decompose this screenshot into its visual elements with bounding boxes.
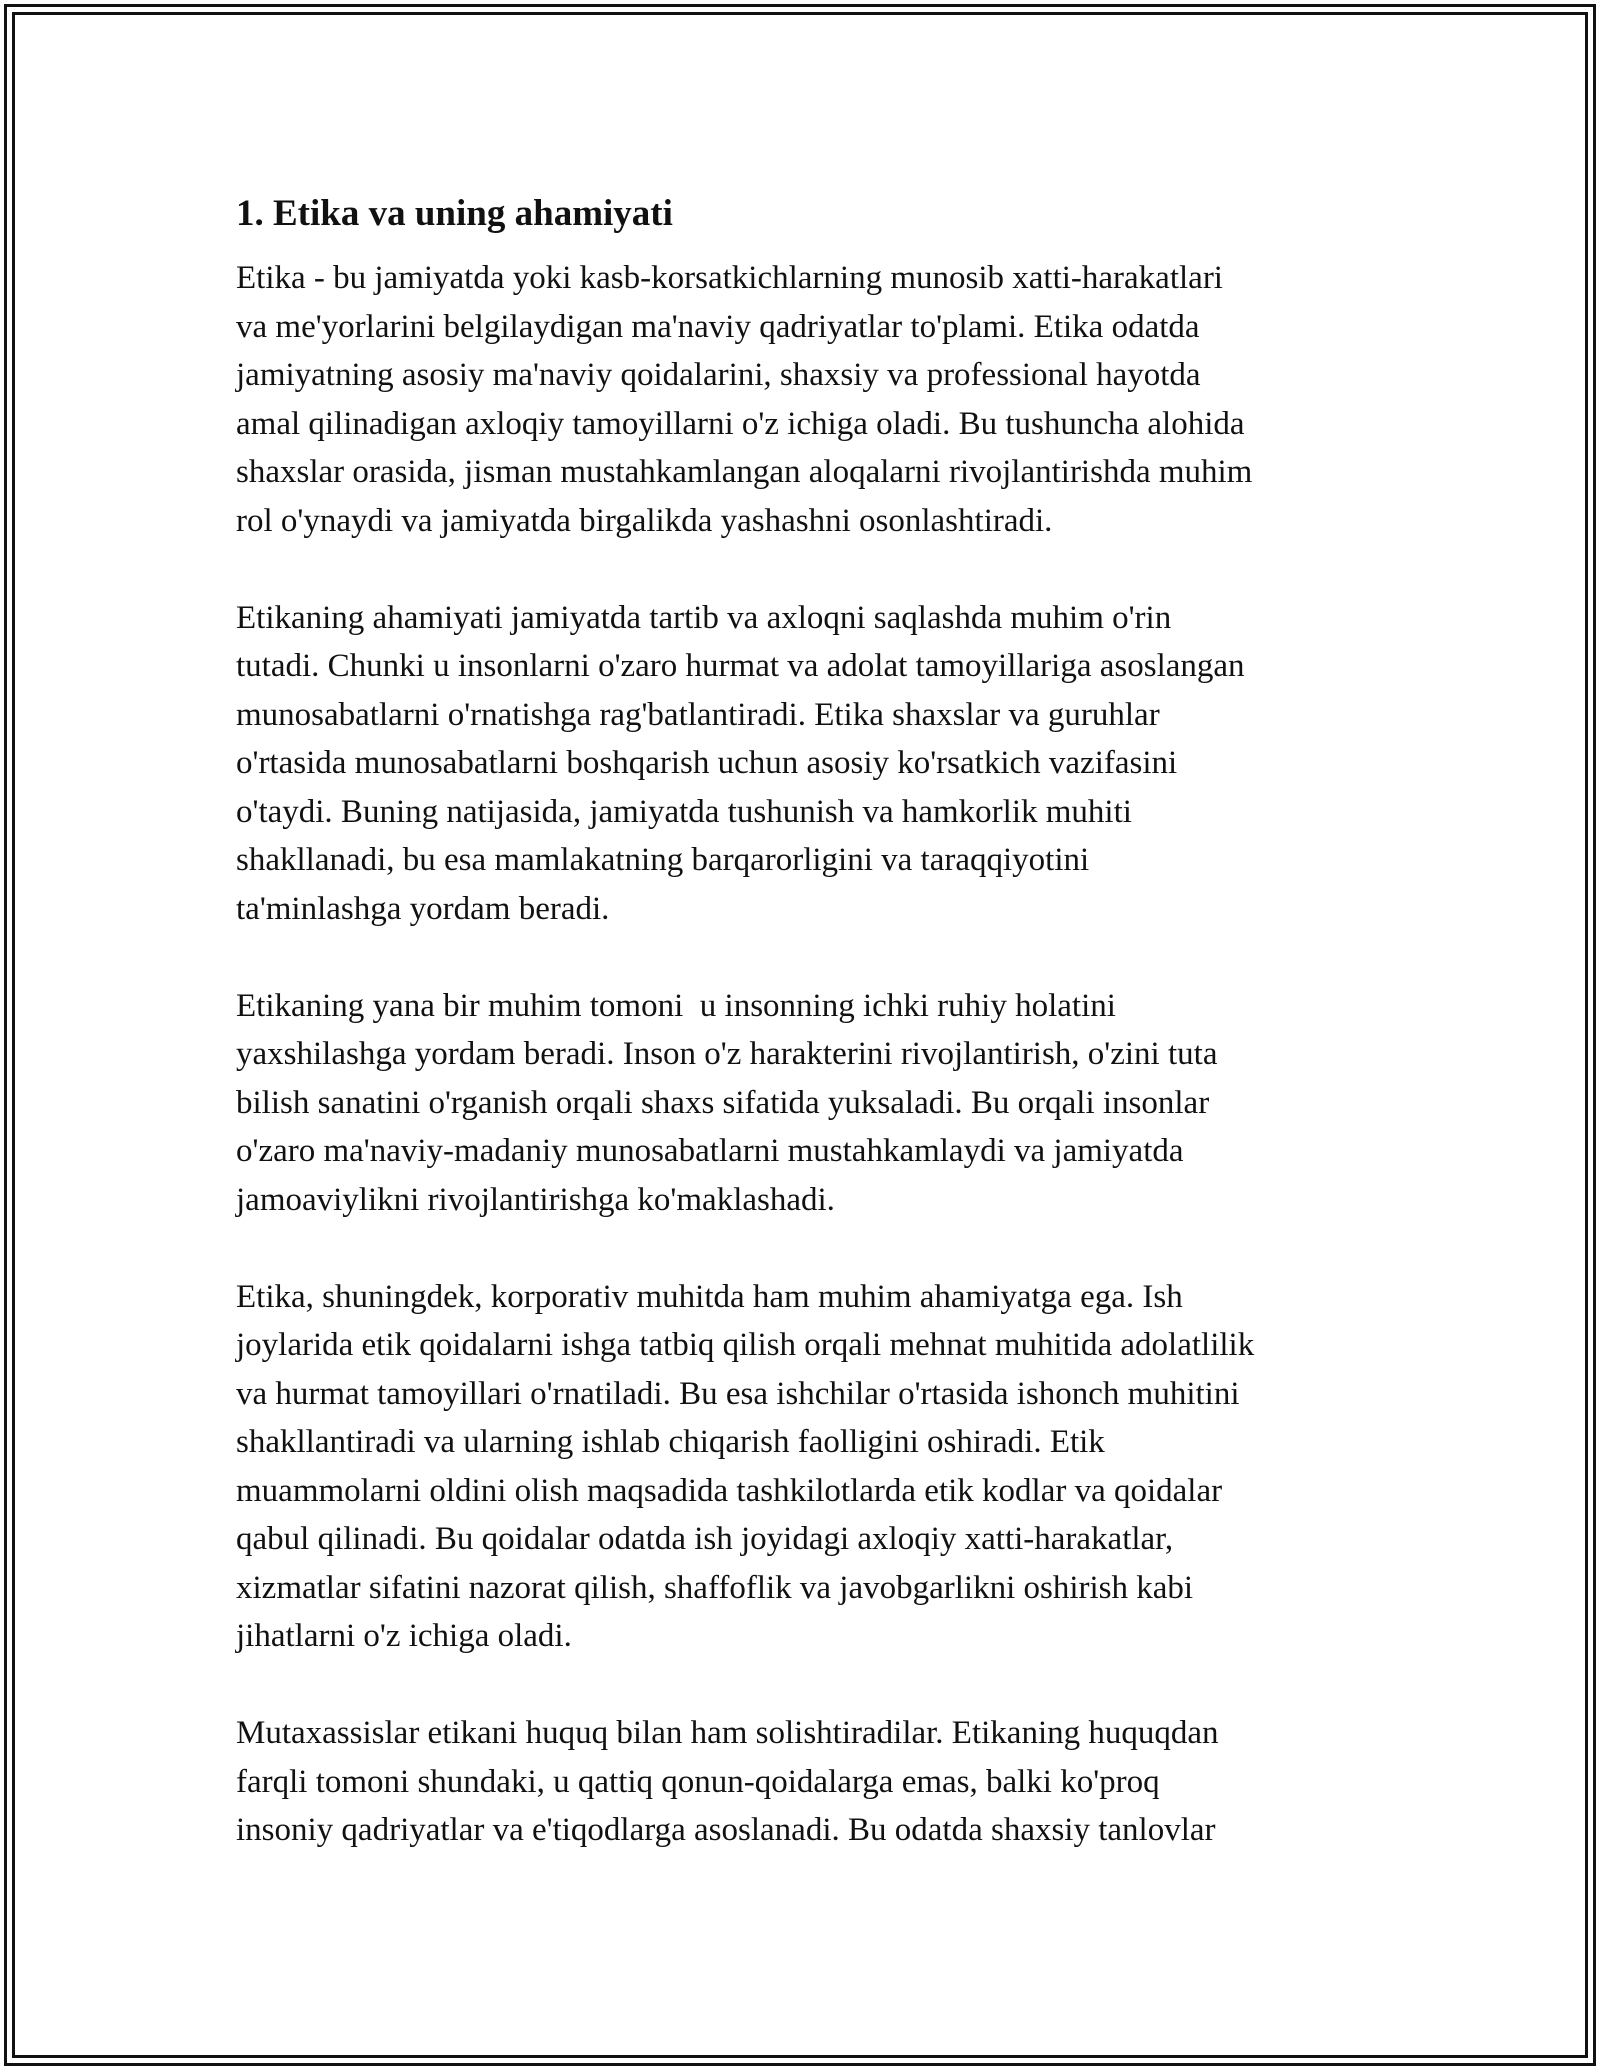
- text-line: munosabatlarni o'rnatishga rag'batlantiradi. Etika shaxslar va guruhlar: [236, 696, 1160, 733]
- section-heading: 1. Etika va uning ahamiyati: [236, 193, 673, 234]
- text-line: o'zaro ma'naviy-madaniy munosabatlarni mustahkamlaydi va jamiyatda: [236, 1133, 1184, 1169]
- document-body: [236, 186, 1376, 1903]
- paragraph-4: [236, 1273, 1376, 1661]
- text-line: rol o'ynaydi va jamiyatda birgalikda yashashni osonlashtiradi.: [236, 502, 1053, 539]
- text-line: qabul qilinadi. Bu qoidalar odatda ish joyidagi axloqiy xatti-harakatlar,: [236, 1521, 1174, 1557]
- text-line: shaxslar orasida, jisman mustahkamlangan aloqalarni rivojlantirishda muhim: [236, 454, 1253, 490]
- text-line: Mutaxassislar etikani huquq bilan ham solishtiradilar. Etikaning huquqdan: [236, 1715, 1219, 1751]
- text-line: Etikaning yana bir muhim tomoni u insonning ichki ruhiy holatini: [236, 987, 1116, 1024]
- text-line: amal qilinadigan axloqiy tamoyillarni o'z ichiga oladi. Bu tushuncha alohida: [236, 405, 1245, 442]
- paragraph-2: [236, 594, 1376, 934]
- text-line: jamoaviylikni rivojlantirishga ko'maklashadi.: [236, 1181, 835, 1218]
- text-line: farqli tomoni shundaki, u qattiq qonun-qoidalarga emas, balki ko'proq: [236, 1763, 1160, 1800]
- text-line: joylarida etik qoidalarni ishga tatbiq qilish orqali mehnat muhitida adolatlilik: [236, 1327, 1255, 1363]
- paragraph-5: [236, 1709, 1376, 1855]
- text-line: Etikaning ahamiyati jamiyatda tartib va axloqni saqlashda muhim o'rin: [236, 599, 1172, 636]
- text-line: jihatlarni o'z ichiga oladi.: [236, 1618, 572, 1654]
- paragraph-3: [236, 982, 1376, 1225]
- text-line: insoniy qadriyatlar va e'tiqodlarga asoslanadi. Bu odatda shaxsiy tanlovlar: [236, 1812, 1216, 1848]
- text-line: shakllanadi, bu esa mamlakatning barqarorligini va taraqqiyotini: [236, 842, 1090, 878]
- paragraph-1: [236, 254, 1376, 545]
- text-line: va me'yorlarini belgilaydigan ma'naviy qadriyatlar to'plami. Etika odatda: [236, 308, 1200, 345]
- text-line: ta'minlashga yordam beradi.: [236, 890, 610, 927]
- text-line: muammolarni oldini olish maqsadida tashkilotlarda etik kodlar va qoidalar: [236, 1472, 1223, 1509]
- text-line: yaxshilashga yordam beradi. Inson o'z harakterini rivojlantirish, o'zini tuta: [236, 1036, 1218, 1072]
- text-line: o'taydi. Buning natijasida, jamiyatda tushunish va hamkorlik muhiti: [236, 793, 1132, 830]
- text-line: jamiyatning asosiy ma'naviy qoidalarini, shaxsiy va professional hayotda: [236, 357, 1201, 393]
- text-line: xizmatlar sifatini nazorat qilish, shaffoflik va javobgarlikni oshirish kabi: [236, 1569, 1194, 1606]
- text-line: bilish sanatini o'rganish orqali shaxs sifatida yuksaladi. Bu orqali insonlar: [236, 1084, 1210, 1121]
- text-line: o'rtasida munosabatlarni boshqarish uchun asosiy ko'rsatkich vazifasini: [236, 745, 1178, 781]
- text-line: shakllantiradi va ularning ishlab chiqarish faolligini oshiradi. Etik: [236, 1424, 1105, 1460]
- text-line: va hurmat tamoyillari o'rnatiladi. Bu esa ishchilar o'rtasida ishonch muhitini: [236, 1375, 1240, 1412]
- text-line: Etika, shuningdek, korporativ muhitda ham muhim ahamiyatga ega. Ish: [236, 1278, 1183, 1315]
- text-line: tutadi. Chunki u insonlarni o'zaro hurmat va adolat tamoyillariga asoslangan: [236, 648, 1245, 684]
- text-line: Etika - bu jamiyatda yoki kasb-korsatkichlarning munosib xatti-harakatlari: [236, 260, 1223, 296]
